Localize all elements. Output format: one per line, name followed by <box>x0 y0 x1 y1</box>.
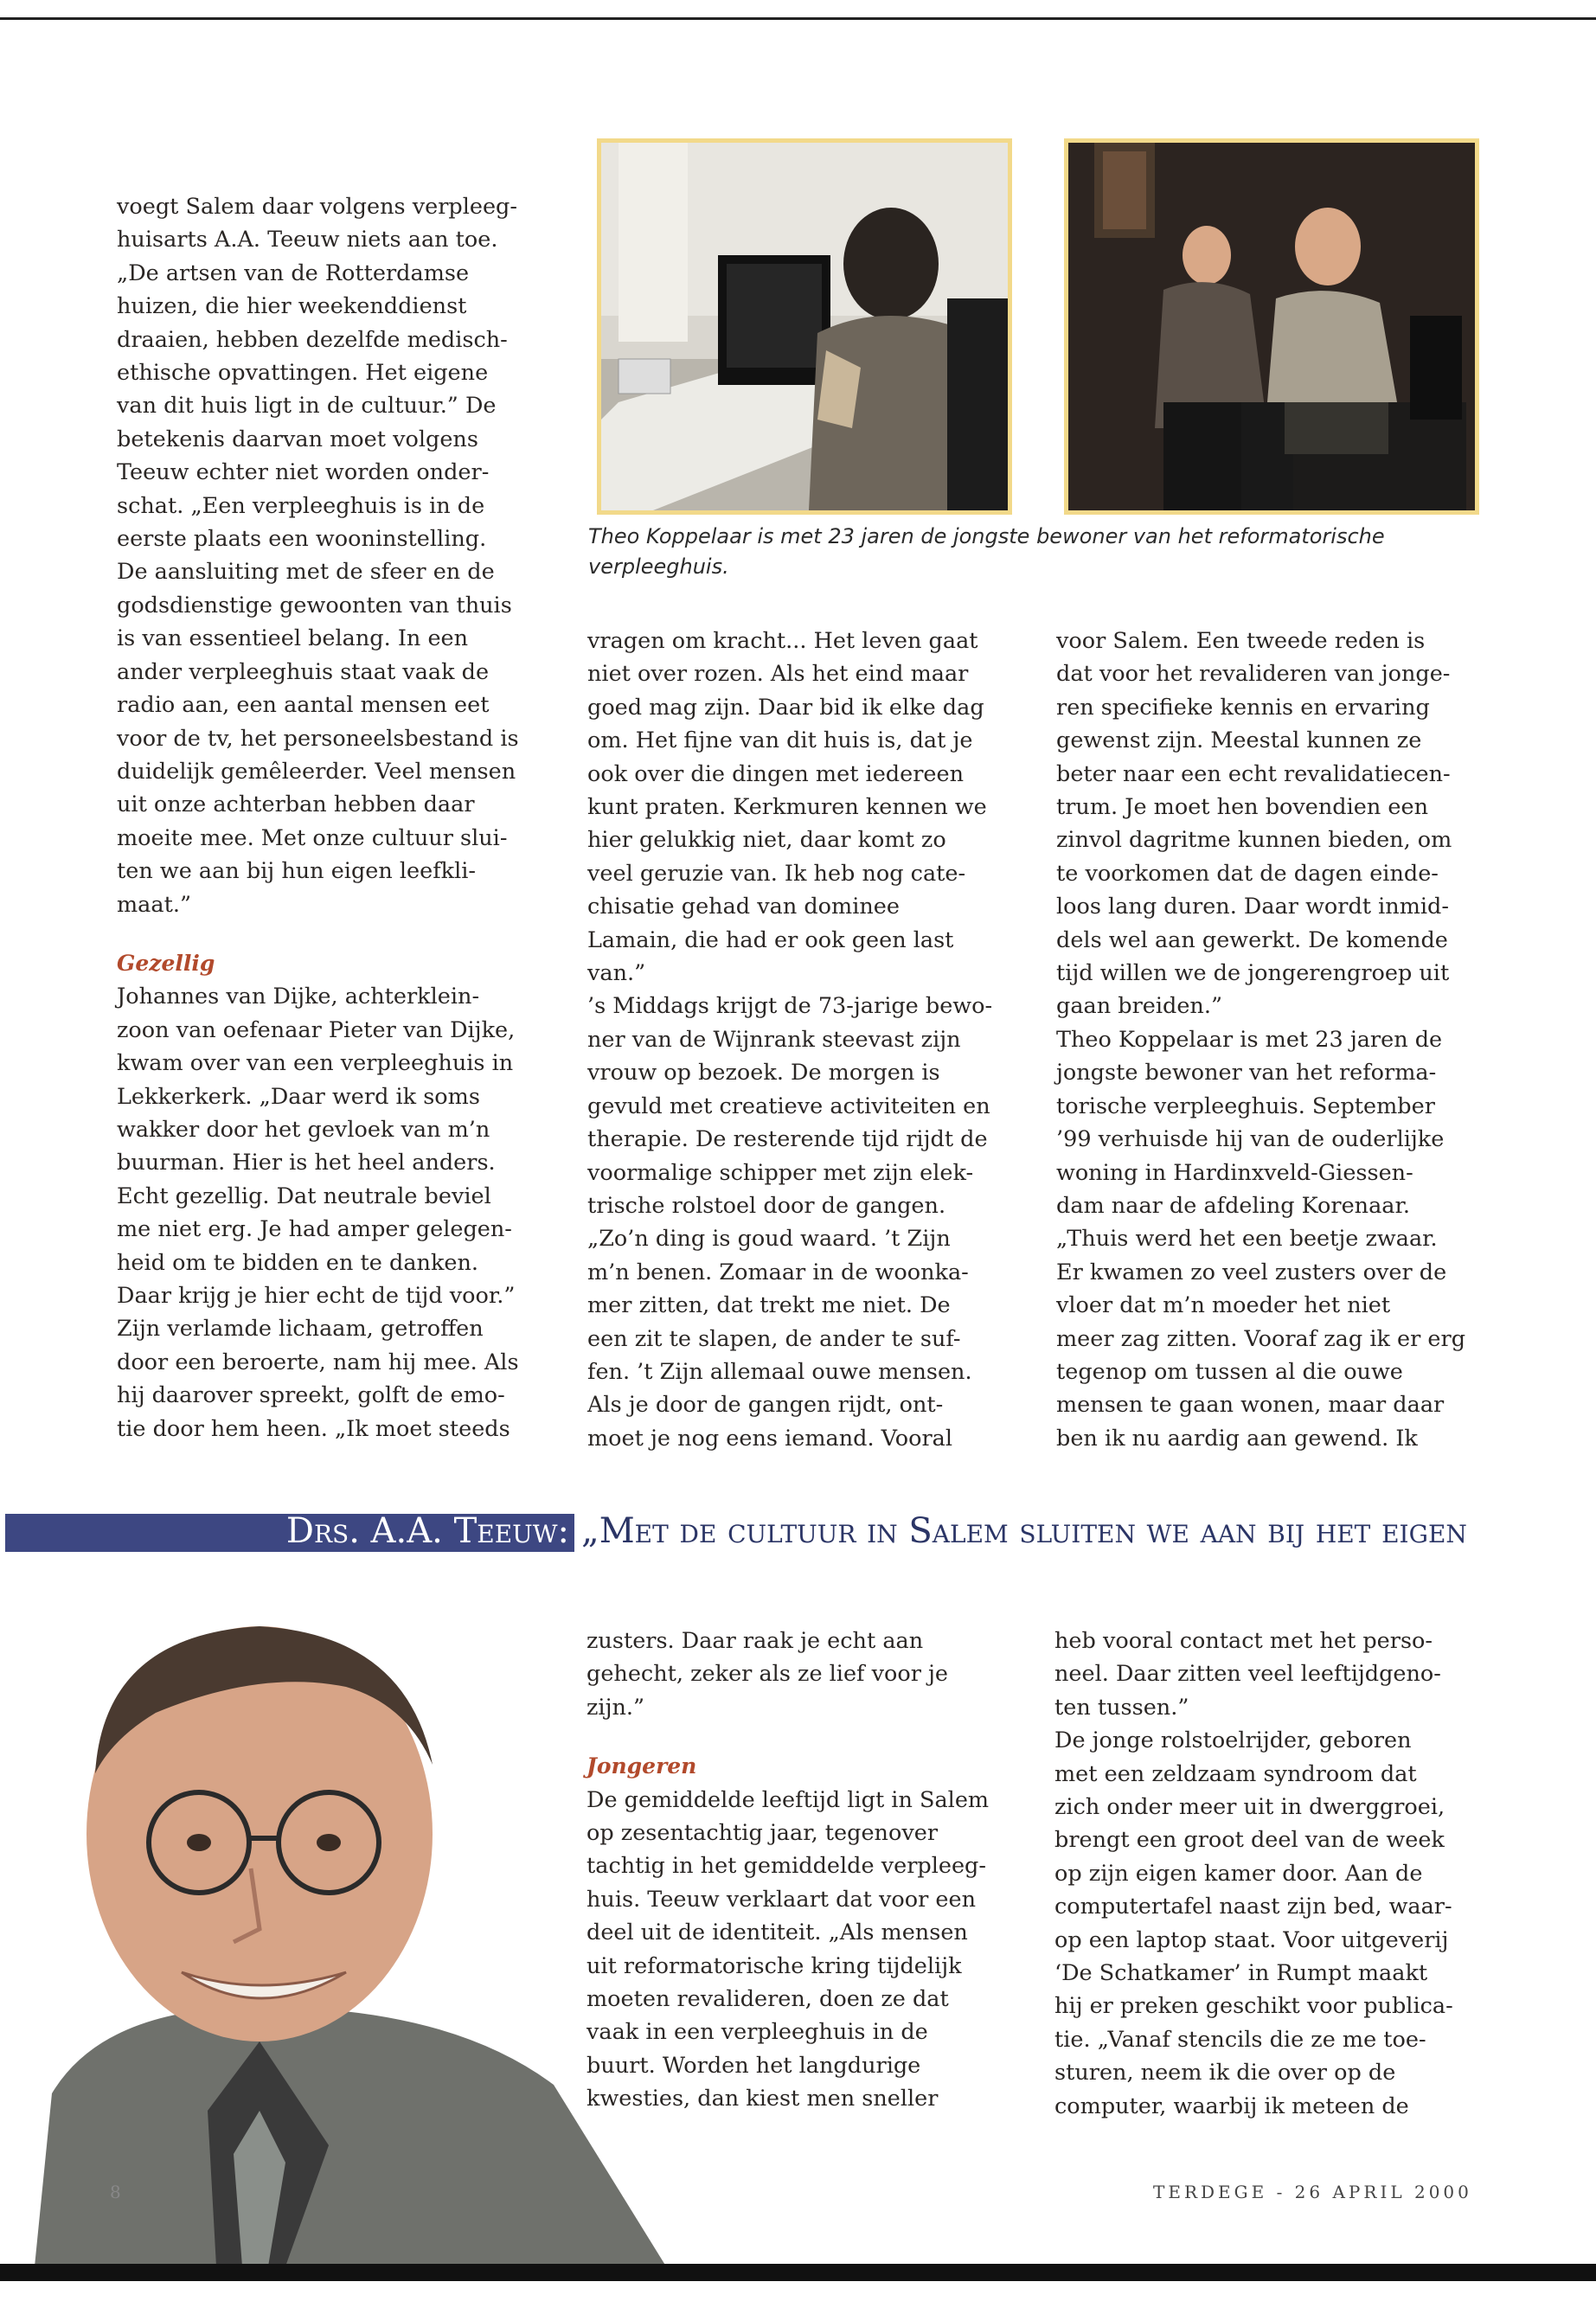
photo-computer-image <box>601 143 1008 510</box>
left-bottom-text <box>117 980 549 1445</box>
text-line: woning in Hardinxveld-Giessen- <box>1056 1159 1413 1186</box>
top-rule <box>0 17 1596 20</box>
text-line: loos lang duren. Daar wordt inmid- <box>1056 894 1449 920</box>
text-line: goed mag zijn. Daar bid ik elke dag <box>587 694 984 721</box>
text-line: uit reformatorische kring tijdelijk <box>586 1952 962 1979</box>
text-line: mer zitten, dat trekt me niet. De <box>587 1292 951 1319</box>
text-line: m’n benen. Zomaar in de woonka- <box>587 1259 969 1285</box>
text-line: mensen te gaan wonen, maar daar <box>1056 1392 1445 1419</box>
text-line: radio aan, een aantal mensen eet <box>117 692 490 719</box>
text-line: voor de tv, het personeelsbestand is <box>117 725 519 752</box>
text-line: dels wel aan gewerkt. De komende <box>1056 926 1448 953</box>
middle-bottom-text-a <box>586 1625 1036 1724</box>
text-line: Zijn verlamde lichaam, getroffen <box>117 1316 484 1343</box>
text-line: vaak in een verpleeghuis in de <box>586 2019 928 2046</box>
text-line: moeten revalideren, doen ze dat <box>586 1986 949 2013</box>
text-line: De gemiddelde leeftijd ligt in Salem <box>586 1786 990 1813</box>
text-line: tachtig in het gemiddelde verpleeg- <box>586 1853 986 1880</box>
text-line: kwesties, dan kiest men sneller <box>586 2086 939 2112</box>
text-line: moet je nog eens iemand. Vooral <box>587 1425 952 1452</box>
column-middle-bottom <box>586 1625 1036 2116</box>
text-line: veel geruzie van. Ik heb nog cate- <box>587 860 966 887</box>
text-line: chisatie gehad van dominee <box>587 894 900 920</box>
text-line: trische rolstoel door de gangen. <box>587 1192 946 1219</box>
text-line: trum. Je moet hen bovendien een <box>1056 794 1428 821</box>
text-line: buurman. Hier is het heel anders. <box>117 1150 496 1176</box>
banner-name: Drs. A.A. Teeuw: <box>285 1511 569 1551</box>
text-line: uit onze achterban hebben daar <box>117 792 475 818</box>
text-line: neel. Daar zitten veel leeftijdgeno- <box>1054 1661 1441 1688</box>
text-line: ’99 verhuisde hij van de ouderlijke <box>1056 1126 1445 1153</box>
text-line: op zijn eigen kamer door. Aan de <box>1054 1860 1423 1887</box>
portrait-teeuw <box>0 1557 683 2266</box>
text-line: hij er preken geschikt voor publica- <box>1054 1993 1453 2020</box>
text-line: tegenop om tussen al die ouwe <box>1056 1358 1403 1385</box>
text-line: therapie. De resterende tijd rijdt de <box>587 1126 988 1153</box>
text-line: Teeuw echter niet worden onder- <box>117 459 490 486</box>
text-line: Als je door de gangen rijdt, ont- <box>587 1392 944 1419</box>
text-line: Johannes van Dijke, achterklein- <box>117 984 480 1010</box>
text-line: „Thuis werd het een beetje zwaar. <box>1056 1226 1438 1253</box>
text-line: De aansluiting met de sfeer en de <box>117 559 495 586</box>
text-line: huis. Teeuw verklaart dat voor een <box>586 1886 976 1913</box>
text-line: kunt praten. Kerkmuren kennen we <box>587 794 987 821</box>
text-line: wakker door het gevloek van m’n <box>117 1116 490 1143</box>
text-line: van dit huis ligt in de cultuur.” De <box>117 393 497 420</box>
text-line: voormalige schipper met zijn elek- <box>587 1159 974 1186</box>
text-line: ‘De Schatkamer’ in Rumpt maakt <box>1054 1960 1428 1987</box>
text-line: ’s Middags krijgt de 73-jarige bewo- <box>587 993 993 1020</box>
text-line: huisarts A.A. Teeuw niets aan toe. <box>117 227 498 253</box>
text-line: ben ik nu aardig aan gewend. Ik <box>1056 1425 1418 1452</box>
text-line: ten tussen.” <box>1054 1694 1189 1721</box>
spacer <box>586 1724 1036 1750</box>
text-line: is van essentieel belang. In een <box>117 625 469 652</box>
middle-top-text <box>587 625 1037 1455</box>
text-line: te voorkomen dat de dagen einde- <box>1056 860 1439 887</box>
text-line: duidelijk gemêleerder. Veel mensen <box>117 758 516 785</box>
text-line: door een beroerte, nam hij mee. Als <box>117 1349 519 1375</box>
text-line: Lamain, die had er ook geen last <box>587 926 954 953</box>
text-line: niet over rozen. Als het eind maar <box>587 661 969 688</box>
text-line: op een laptop staat. Voor uitgeverij <box>1054 1926 1449 1953</box>
text-line: sturen, neem ik die over op de <box>1054 2060 1396 2086</box>
page-number: 8 <box>110 2182 121 2202</box>
text-line: ander verpleeghuis staat vaak de <box>117 658 490 685</box>
text-line: ner van de Wijnrank steevast zijn <box>587 1026 961 1053</box>
text-line: voegt Salem daar volgens verpleeg- <box>117 194 517 220</box>
photo-residents <box>1064 138 1479 515</box>
text-line: Er kwamen zo veel zusters over de <box>1056 1259 1447 1285</box>
text-line: kwam over van een verpleeghuis in <box>117 1050 514 1077</box>
text-line: jongste bewoner van het reforma- <box>1056 1060 1437 1086</box>
text-line: hier gelukkig niet, daar komt zo <box>587 827 946 854</box>
text-line: zich onder meer uit in dwerggroei, <box>1054 1794 1445 1821</box>
section-heading-gezellig: Gezellig <box>117 950 215 976</box>
text-line: om. Het fijne van dit huis is, dat je <box>587 727 973 754</box>
column-right-top <box>1056 625 1506 1455</box>
text-line: ren specifieke kennis en ervaring <box>1056 694 1430 721</box>
text-line: ook over die dingen met iedereen <box>587 760 965 787</box>
text-line: computer, waarbij ik meteen de <box>1054 2093 1409 2119</box>
text-line: van.” <box>587 960 646 987</box>
photo-caption: Theo Koppelaar is met 23 jaren de jongste bewoner van het reformatorische verpleeghuis. <box>588 524 1385 579</box>
photo-computer <box>597 138 1012 515</box>
text-line: godsdienstige gewoonten van thuis <box>117 592 512 619</box>
text-line: ten we aan bij hun eigen leefkli- <box>117 858 477 885</box>
photo-residents-image <box>1068 143 1475 510</box>
footer-magazine: TERDEGE - 26 APRIL 2000 <box>1153 2182 1472 2202</box>
text-line: gaan breiden.” <box>1056 993 1222 1020</box>
text-line: zoon van oefenaar Pieter van Dijke, <box>117 1016 516 1043</box>
text-line: Theo Koppelaar is met 23 jaren de <box>1056 1026 1443 1053</box>
text-line: meer zag zitten. Vooraf zag ik er erg <box>1056 1325 1466 1352</box>
text-line: tie. „Vanaf stencils die ze me toe- <box>1054 2026 1426 2053</box>
text-line: brengt een groot deel van de week <box>1054 1827 1445 1854</box>
text-line: „De artsen van de Rotterdamse <box>117 260 470 286</box>
text-line: zijn.” <box>586 1694 645 1721</box>
right-bottom-text <box>1054 1625 1504 2123</box>
text-line: De jonge rolstoelrijder, geboren <box>1054 1727 1412 1754</box>
text-line: Lekkerkerk. „Daar werd ik soms <box>117 1083 480 1110</box>
text-line: gevuld met creatieve activiteiten en <box>587 1093 990 1119</box>
text-line: hij daarover spreekt, golft de emo- <box>117 1382 505 1409</box>
text-line: schat. „Een verpleeghuis is in de <box>117 492 485 519</box>
text-line: tie door hem heen. „Ik moet steeds <box>117 1415 510 1442</box>
text-line: beter naar een echt revalidatiecen- <box>1056 760 1451 787</box>
text-line: computertafel naast zijn bed, waar- <box>1054 1894 1452 1920</box>
column-right-bottom <box>1054 1625 1504 2123</box>
text-line: dat voor het revalideren van jonge- <box>1056 661 1451 688</box>
text-line: zusters. Daar raak je echt aan <box>586 1628 924 1654</box>
middle-bottom-text-b <box>586 1784 1036 2116</box>
text-line: met een zeldzaam syndroom dat <box>1054 1760 1417 1787</box>
text-line: heid om te bidden en te danken. <box>117 1249 479 1276</box>
text-line: betekenis daarvan moet volgens <box>117 426 478 452</box>
text-line: dam naar de afdeling Korenaar. <box>1056 1192 1410 1219</box>
text-line: vloer dat m’n moeder het niet <box>1056 1292 1391 1319</box>
text-line: torische verpleeghuis. September <box>1056 1093 1435 1119</box>
banner-quote: „Met de cultuur in Salem sluiten we aan bij het eigen <box>581 1511 1467 1551</box>
bottom-rule <box>0 2264 1596 2281</box>
text-line: vragen om kracht... Het leven gaat <box>587 628 978 654</box>
column-middle-top <box>587 625 1037 1455</box>
text-line: buurt. Worden het langdurige <box>586 2052 921 2079</box>
text-line: zinvol dagritme kunnen bieden, om <box>1056 827 1452 854</box>
text-line: tijd willen we de jongerengroep uit <box>1056 960 1450 987</box>
portrait-image <box>0 1557 683 2266</box>
text-line: draaien, hebben dezelfde medisch- <box>117 326 508 353</box>
left-top-text <box>117 190 549 921</box>
text-line: fen. ’t Zijn allemaal ouwe mensen. <box>587 1358 972 1385</box>
text-line: op zesentachtig jaar, tegenover <box>586 1820 939 1847</box>
text-line: „Zo’n ding is goud waard. ’t Zijn <box>587 1226 951 1253</box>
text-line: eerste plaats een wooninstelling. <box>117 526 487 553</box>
text-line: gewenst zijn. Meestal kunnen ze <box>1056 727 1422 754</box>
text-line: een zit te slapen, de ander te suf- <box>587 1325 961 1352</box>
text-line: heb vooral contact met het perso- <box>1054 1628 1433 1654</box>
text-line: Daar krijg je hier echt de tijd voor.” <box>117 1283 516 1309</box>
section-heading-jongeren: Jongeren <box>586 1753 697 1779</box>
text-line: maat.” <box>117 891 191 918</box>
text-line: me niet erg. Je had amper gelegen- <box>117 1216 512 1243</box>
right-top-text <box>1056 625 1506 1455</box>
text-line: gehecht, zeker als ze lief voor je <box>586 1661 948 1688</box>
text-line: moeite mee. Met onze cultuur slui- <box>117 824 508 851</box>
text-line: Echt gezellig. Dat neutrale beviel <box>117 1183 491 1209</box>
text-line: voor Salem. Een tweede reden is <box>1056 628 1426 654</box>
text-line: ethische opvattingen. Het eigene <box>117 360 489 387</box>
text-line: huizen, die hier weekenddienst <box>117 293 467 320</box>
text-line: vrouw op bezoek. De morgen is <box>587 1060 940 1086</box>
column-left <box>117 190 549 1445</box>
spacer <box>117 921 549 947</box>
text-line: deel uit de identiteit. „Als mensen <box>586 1920 968 1946</box>
